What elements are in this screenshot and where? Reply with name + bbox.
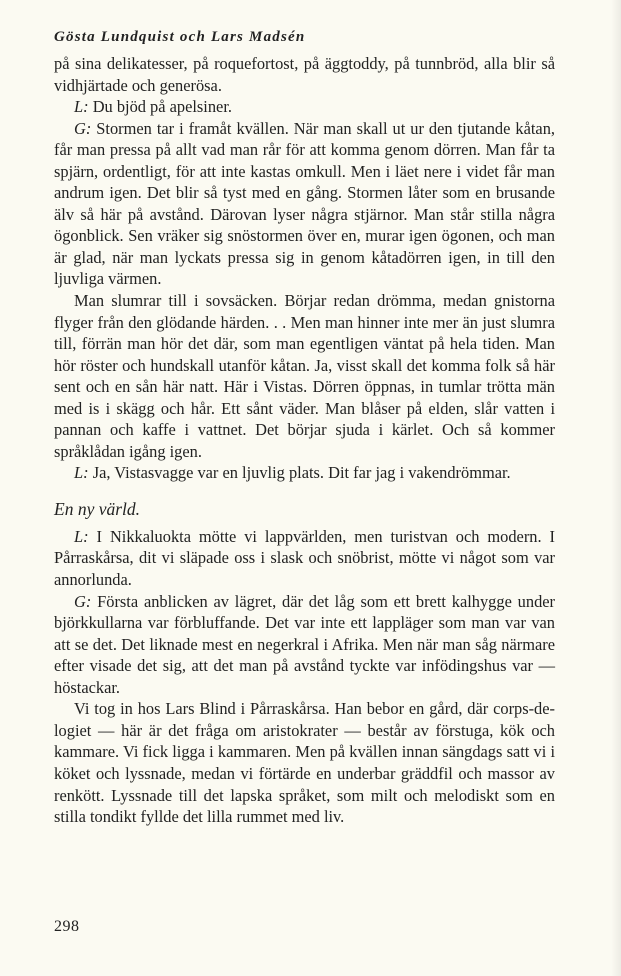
paragraph-text: Ja, Vistasvagge var en ljuvlig plats. Dit far jag i vakendrömmar.	[92, 463, 511, 483]
section-title: En ny värld.	[54, 498, 141, 519]
paragraph-text: Du bjöd på apelsiner.	[92, 97, 232, 117]
running-header: Gösta Lundquist och Lars Madsén	[54, 29, 306, 45]
speaker-label: G:	[74, 118, 92, 138]
paragraph	[54, 591, 555, 699]
page-number: 298	[54, 918, 80, 935]
speaker-label: L:	[74, 97, 89, 117]
paragraph	[54, 526, 555, 591]
speaker-label: L:	[74, 526, 89, 546]
paragraph	[54, 290, 555, 462]
text-block-2	[54, 526, 555, 828]
paragraph	[54, 53, 555, 96]
paragraph-text: Första anblicken av lägret, där det låg som ett brett kalhygge under björkkullarna var förbluffande. Det var inte ett lappläger som man var van att se det. Det liknade mest en negerkral i Afrika. Men när man såg närmare efter visade det sig, att det man på avstånd tyckte var infödingshus var — höstackar.	[54, 591, 555, 697]
paragraph-text: Vi tog in hos Lars Blind i Pårraskårsa. Han bebor en gård, där corps-de-logiet — här är det fråga om aristokrater — består av förstuga, kök och kammare. Vi fick ligga i kammaren. Men på kvällen innan sängdags satt vi i köket och lyssnade, medan vi förtärde en underbar gräddfil och massor av renkött. Lyssnade till det lapska språket, som milt och melodiskt som en stilla tondikt fyllde det lilla rummet med liv.	[54, 699, 555, 827]
paragraph	[54, 96, 555, 118]
paragraph	[54, 698, 555, 827]
paragraph	[54, 462, 555, 484]
speaker-label: G:	[74, 591, 92, 611]
paragraph-text: I Nikkaluokta mötte vi lappvärlden, men turistvan och modern. I Pårraskårsa, dit vi släpade oss i slask och snöbrist, mötte vi något som var annorlunda.	[54, 526, 555, 590]
speaker-label: L:	[74, 463, 89, 483]
paragraph	[54, 118, 555, 290]
paragraph-text: Stormen tar i framåt kvällen. När man skall ut ur den tjutande kåtan, får man pressa på allt vad man rår för att komma genom dörren. Man får ta spjärn, ordentligt, för att inte kastas omkull. Men i läet nere i videt får man andrum igen. Det blir så tyst med en gång. Stormen låter som en brusande älv så här på avstånd. Därovan lyser några stjärnor. Man står stilla några ögonblick. Sen vräker sig snöstormen över en, murar igen ögonen, och man är glad, när man lyckats pressa sig in genom kåtadörren igen, in till den ljuvliga värmen.	[54, 118, 555, 289]
paragraph-text: på sina delikatesser, på roquefortost, på äggtoddy, på tunnbröd, alla blir så vidhjärtade och generösa.	[54, 54, 555, 95]
paragraph-text: Man slumrar till i sovsäcken. Börjar redan drömma, medan gnistorna flyger från den glödande härden. . . Men man hinner inte mer än just slumra till, förrän man hör det där, som man egentligen väntat på hela tiden. Man hör röster och hundskall utanför kåtan. Ja, visst skall det komma folk så här sent och en sån här natt. Här i Vistas. Dörren öppnas, in tumlar trötta män med is i skägg och hår. Ett sånt väder. Man blåser på elden, slår vatten i pannan och kaffe i vattnet. Det börjar sjuda i kärlet. Och så kommer språklådan igång igen.	[54, 291, 555, 461]
text-block-1	[54, 53, 555, 484]
